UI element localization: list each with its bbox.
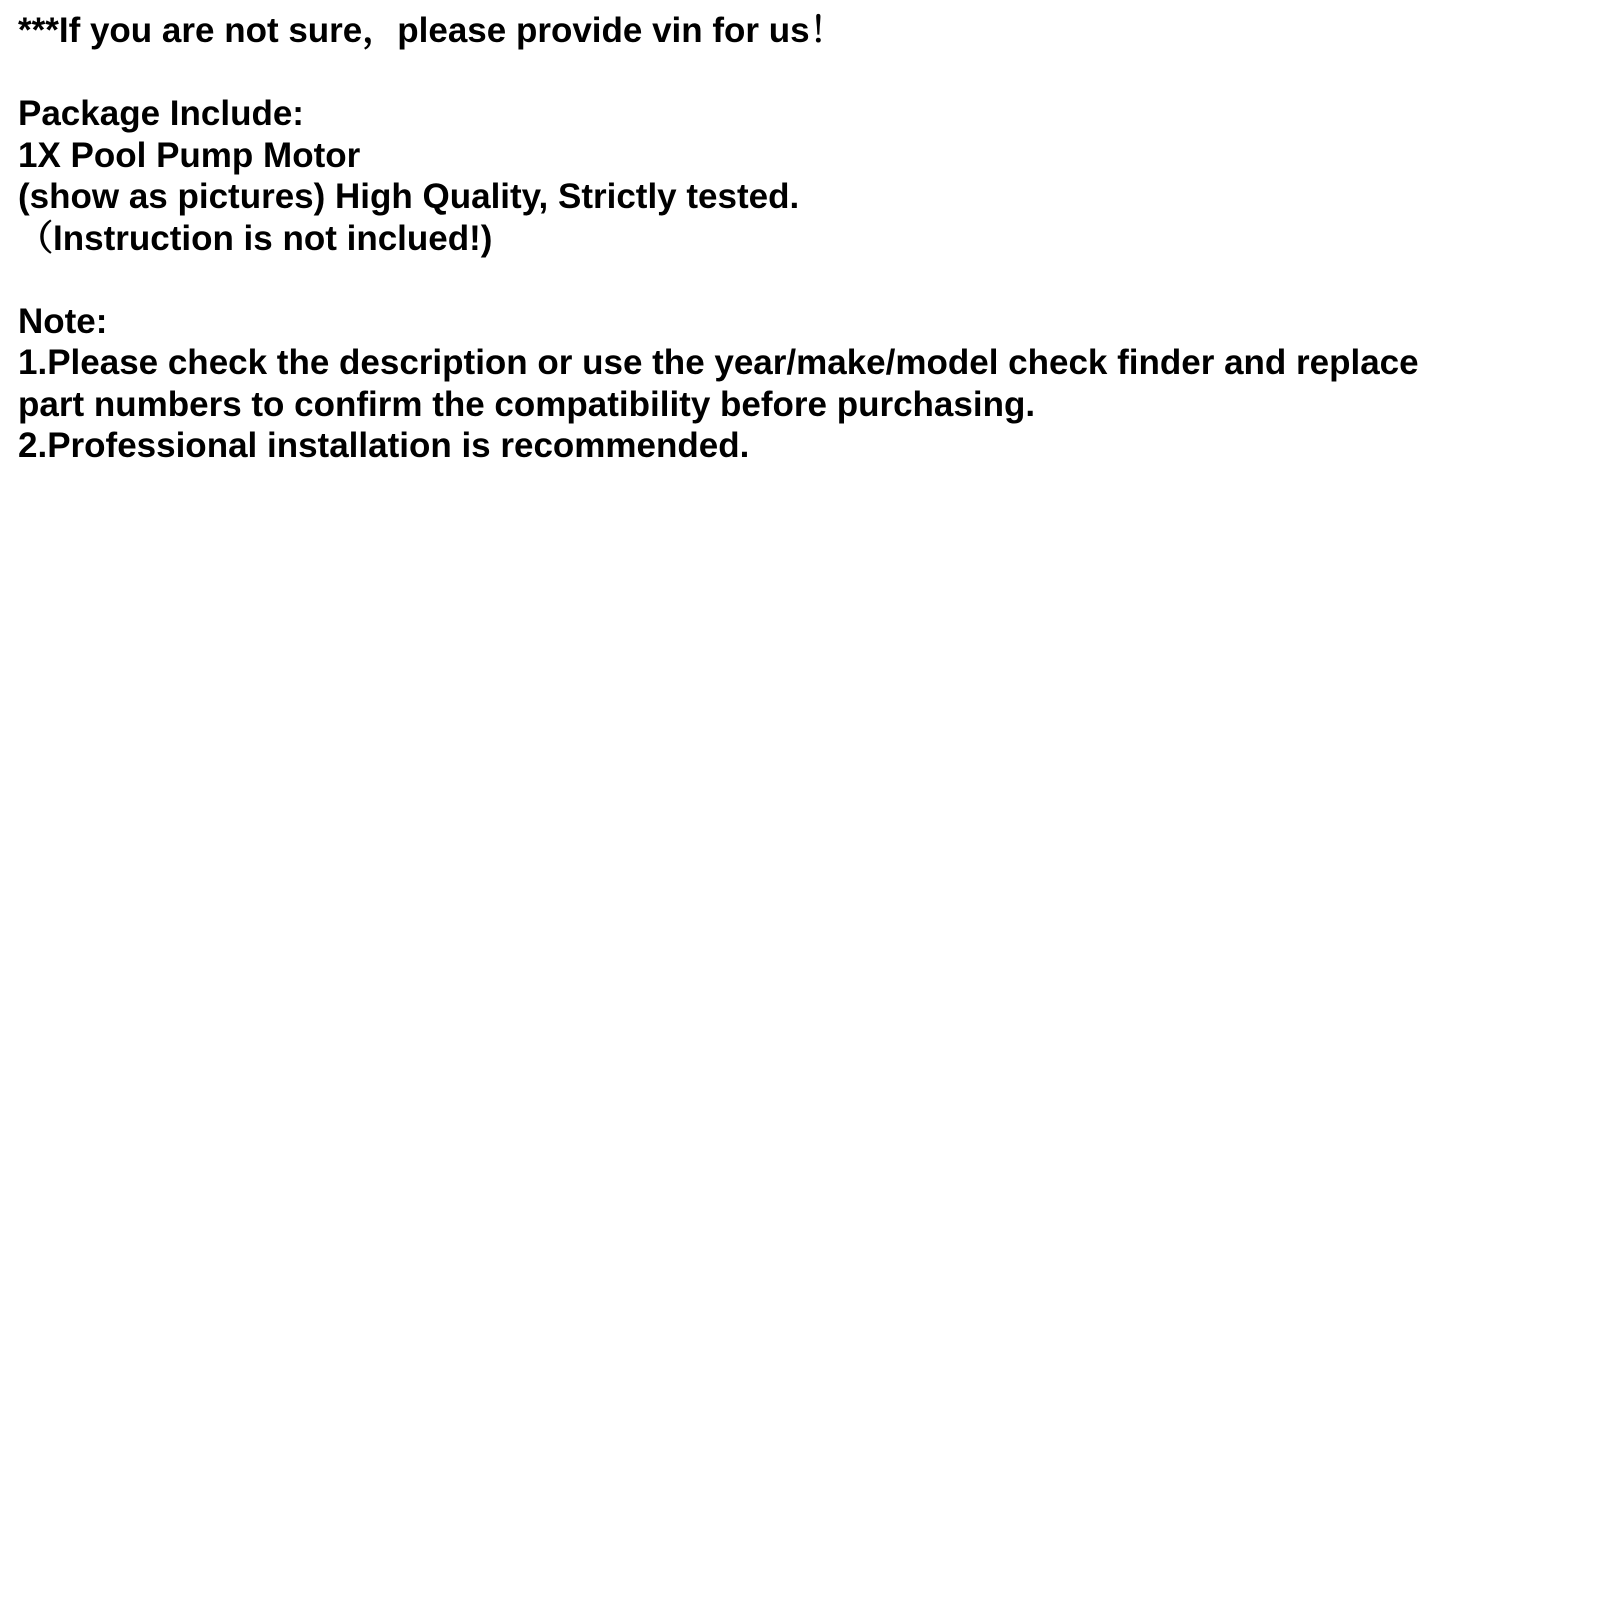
note-item-2: 2.Professional installation is recommended. bbox=[18, 426, 750, 465]
note-item-1-line-2: part numbers to confirm the compatibility before purchasing. bbox=[18, 384, 1036, 424]
package-instruction: （Instruction is not inclued!) bbox=[18, 218, 493, 258]
package-item: 1X Pool Pump Motor bbox=[18, 135, 361, 175]
note-heading: Note: bbox=[18, 301, 108, 341]
spacer bbox=[18, 52, 1600, 94]
package-quality: (show as pictures) High Quality, Strictly tested. bbox=[18, 177, 800, 216]
package-heading: Package Include: bbox=[18, 94, 304, 133]
vin-notice: ***If you are not sure，please provide vin for us！ bbox=[18, 11, 845, 50]
note-item-1-line-1: 1.Please check the description or use the year/make/model check finder and replace bbox=[18, 343, 1419, 382]
spacer bbox=[18, 259, 1600, 301]
